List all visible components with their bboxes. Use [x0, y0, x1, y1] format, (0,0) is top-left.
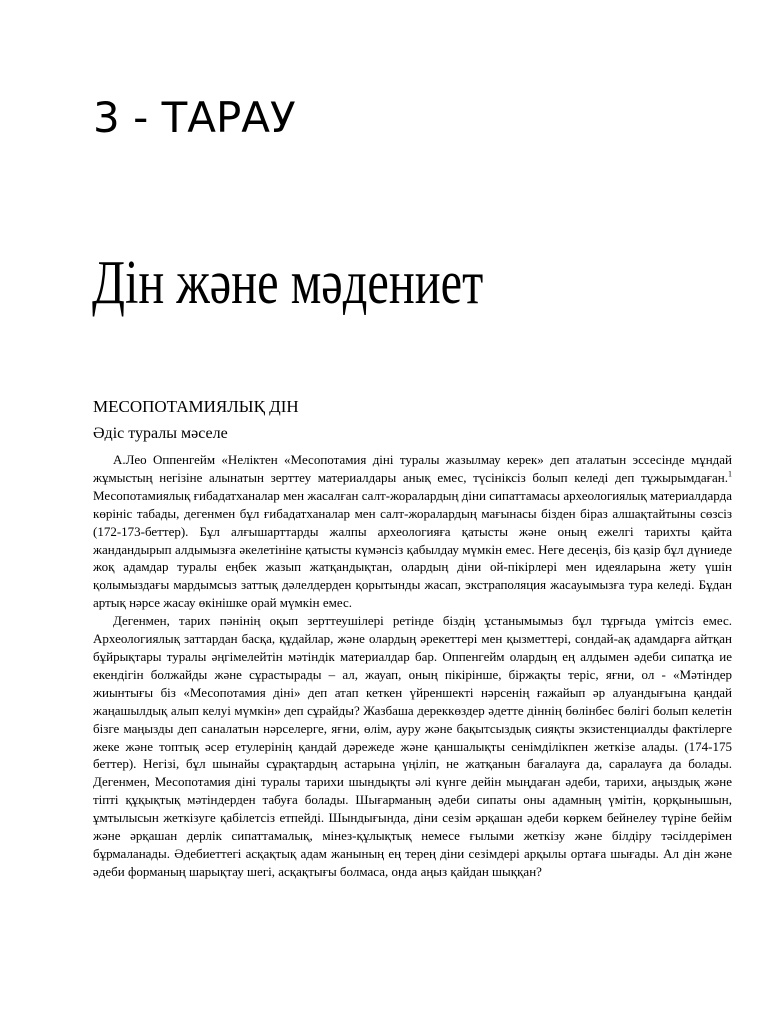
chapter-number: 3 - ТАРАУ	[93, 93, 296, 142]
paragraph	[93, 612, 732, 881]
subsection-heading: Әдіс туралы мәселе	[93, 425, 228, 442]
paragraph-text: А.Лео Оппенгейм «Неліктен «Месопотамия діні туралы жазылмау керек» деп аталатын эссесінде мұндай жұмыстың негізіне алынатын зерттеу материалдары анық емес, түсініксіз болып келеді деп тұжырымдаған.	[93, 452, 732, 485]
footnote-reference[interactable]: 1	[728, 469, 732, 479]
paragraph	[93, 451, 732, 612]
chapter-title: Дін және мәдениет	[92, 249, 484, 317]
paragraph-text: Месопотамиялық ғибадатханалар мен жасалған салт-жоралардың діни сипаттамасы археологиялық материалдарда көрініс табады, дегенмен бұл ғибадатханалар мен салт-жоралардың мағынасы бізден біраз алшақтайтыны сөзсіз (172-173-беттер). Бұл алғышарттарды жалпы археологияға қатысты және оның ежелгі тарихты қайта жандандырып алдымызға әкелетініне қатысты күмәнсіз қабылдау мүмкін емес. Неге десеңіз, біз қазір бұл дүниеде жоқ адамдар туралы еңбек жазып жатқандықтан, олардың діни ой-пікірлері мен идеяларына жету үшін қолымыздағы мардымсыз заттық дәлелдерден қорытынды жасап, экстраполяция жасауымызға тура келеді. Бұдан артық нәрсе жасау өкінішке орай мүмкін емес.	[93, 487, 732, 611]
paragraph-text: Дегенмен, тарих пәнінің оқып зерттеушілері ретінде біздің ұстанымымыз бұл тұрғыда үмітсіз емес. Археологиялық заттардан басқа, құдайлар, және олардың әрекеттері мен қызметтері, сондай-ақ адамдарға айтқан бұйрықтары туралы әңгімелейтін мәтіндік материалдар бар. Оппенгейм олардың ең алдымен әдеби сипатқа ие екендігін болжайды және сұрастырады – ал, жауап, оның пікірінше, біржақты теріс, яғни, ол - «Мәтіндер жиынтығы біз «Месопотамия діні» деп атап кеткен үйреншекті нәрсенің ғажайып әр алуандығына қандай жаңашылдық алып келуі мүмкін» деп сұрайды? Жазбаша дереккөздер әдетте діннің бөлінбес бөлігі болып келетін бізге маңызды деп саналатын нәрселерге, яғни, өлім, ауру және бақытсыздық сияқты экзистенциалды фактілерге жеке және топтық әсер етулерінің қандай дәрежеде және қаншалықты сенімділікпен жеткізе алады. (174-175 беттер). Негізі, бұл шынайы сұрақтардың астарына үңіліп, не жатқанын бағалауға да, саралауға да болады. Дегенмен, Месопотамия діні туралы тарихи шындықты әлі күнге дейін мыңдаған әдеби, тарихи, аңыздық және тіпті құқықтық мәтіндерден табуға болады. Шығарманың әдеби сипаты оны адамның үмітін, қорқынышын, ұмтылысын жеткізуге қабілетсіз етпейді. Шындығында, діни сезім әрқашан әдеби көркем бейнелеу түріне бейім және әрқашан дерлік сипаттамалық, мінез-құлықтық немесе ғылыми жеткізу және білдіру тәсілдерімен бұрмаланады. Әдебиеттегі асқақтық адам жанының ең терең діни сезімдері арқылы ортаға шығады. Ал дін және әдеби форманың шарықтау шегі, асқақтығы болмаса, онда аңыз қайдан шыққан?	[93, 613, 732, 879]
section-heading: МЕСОПОТАМИЯЛЫҚ ДІН	[93, 397, 299, 416]
body-text	[93, 451, 732, 881]
